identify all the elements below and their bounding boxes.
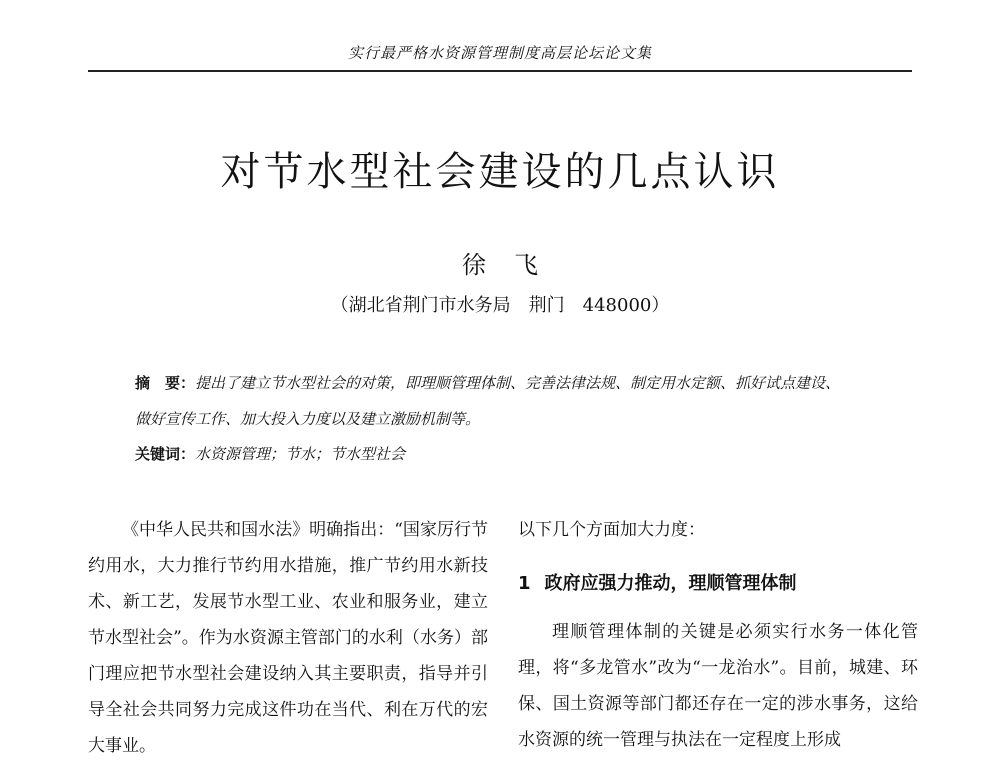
paper-title: 对节水型社会建设的几点认识 [220, 149, 780, 195]
keywords-label: 关键词： [135, 445, 196, 463]
abstract-line-1 [135, 372, 840, 393]
author-name: 徐飞 [462, 251, 566, 279]
author-affiliation: （湖北省荆门市水务局 荆门 448000） [330, 295, 670, 316]
body-intro-line: 以下几个方面加大力度： [518, 520, 705, 540]
left-column [88, 512, 488, 764]
header-rule [88, 70, 912, 72]
abstract-text-1: 提出了建立节水型社会的对策，即理顺管理体制、完善法律法规、制定用水定额、抓好试点建设、 [195, 374, 841, 392]
running-header: 实行最严格水资源管理制度高层论坛论文集 [347, 44, 652, 62]
abstract-line-2 [135, 408, 480, 429]
keywords-text: 水资源管理；节水；节水型社会 [195, 445, 406, 463]
section-title: 政府应强力推动，理顺管理体制 [544, 573, 797, 594]
author-line [0, 245, 1000, 280]
abstract-text-2: 做好宣传工作、加大投入力度以及建立激励机制等。 [135, 410, 481, 428]
body-paragraph-2: 理顺管理体制的关键是必须实行水务一体化管理，将“多龙管水”改为“一龙治水”。目前，城建、环保、国土资源等部门都还存在一定的涉水事务，这给水资源的统一管理与执法在一定程度上形成 [518, 622, 918, 750]
keywords-line [135, 443, 405, 464]
section-heading-1 [518, 566, 918, 602]
section-number: 1 [518, 573, 531, 594]
abstract-label: 摘 要： [135, 374, 196, 392]
right-column [518, 512, 918, 758]
body-paragraph-1: 《中华人民共和国水法》明确指出：“国家厉行节约用水，大力推行节约用水措施，推广节约用水新技术、新工艺，发展节水型工业、农业和服务业，建立节水型社会”。作为水资源主管部门的水利（水务）部门理应把节水型社会建设纳入其主要职责，指导并引导全社会共同努力完成这件功在当代、利在万代的宏大事业。 [88, 520, 488, 756]
